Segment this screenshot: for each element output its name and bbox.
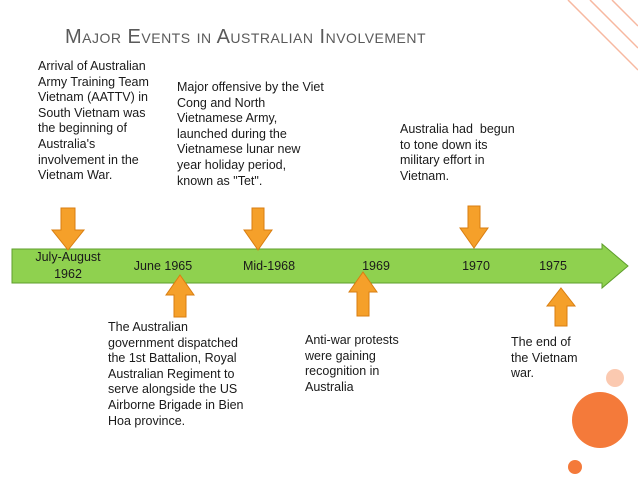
arrow-down-tone-down xyxy=(460,206,488,248)
note-line: launched during the xyxy=(177,126,287,141)
timeline-date-1970: 1970 xyxy=(462,259,490,273)
event-note-aattv xyxy=(38,59,178,184)
note-line: Vietnamese Army, xyxy=(177,111,278,126)
note-line: Australian Regiment to xyxy=(108,366,235,381)
note-line: Hoa province. xyxy=(108,413,186,428)
note-line: Vietnam (AATTV) in xyxy=(38,90,148,105)
note-line: were gaining xyxy=(305,348,376,363)
timeline-date-1965: June 1965 xyxy=(133,259,193,273)
note-line: Australia had begun xyxy=(400,122,515,136)
arrow-down-aattv xyxy=(52,208,84,250)
timeline-date-1975: 1975 xyxy=(539,259,567,273)
arrow-up-end xyxy=(547,288,575,326)
timeline-date-1968: Mid-1968 xyxy=(242,259,296,273)
note-line: The end of xyxy=(511,335,571,349)
note-line: Arrival of Australian xyxy=(38,59,146,73)
note-line: Australia xyxy=(305,379,354,394)
arrow-down-tet xyxy=(244,208,272,250)
note-line: year holiday period, xyxy=(177,157,287,172)
event-note-tone-down xyxy=(400,122,550,184)
note-line: known as "Tet". xyxy=(177,173,263,188)
note-line: Vietnam War. xyxy=(38,168,113,183)
timeline-date-1969: 1969 xyxy=(362,259,390,273)
page-title: Major Events in Australian Involvement xyxy=(65,26,427,48)
note-line: military effort in xyxy=(400,153,485,168)
note-line: government dispatched xyxy=(108,335,238,350)
note-line: Airborne Brigade in Bien xyxy=(108,397,244,412)
note-line: Army Training Team xyxy=(38,74,149,89)
date-line: July-August xyxy=(35,250,101,264)
note-line: Australia's xyxy=(38,136,96,151)
timeline-date-1962 xyxy=(22,249,114,283)
note-line: South Vietnam was xyxy=(38,105,146,120)
note-line: The Australian xyxy=(108,320,188,334)
decor-circle-light xyxy=(606,369,624,387)
note-line: the beginning of xyxy=(38,121,127,136)
event-note-battalion xyxy=(108,320,268,429)
note-line: Vietnamese lunar new xyxy=(177,142,301,157)
note-line: Cong and North xyxy=(177,95,266,110)
note-line: recognition in xyxy=(305,364,380,379)
note-line: serve alongside the US xyxy=(108,382,238,397)
date-line: 1962 xyxy=(54,267,82,281)
note-line: Anti-war protests xyxy=(305,333,399,347)
note-line: the Vietnam xyxy=(511,350,578,365)
event-note-tet xyxy=(177,80,357,189)
note-line: involvement in the xyxy=(38,152,139,167)
note-line: to tone down its xyxy=(400,137,488,152)
note-line: war. xyxy=(511,366,534,381)
note-line: the 1st Battalion, Royal xyxy=(108,351,237,366)
event-note-protests xyxy=(305,333,435,395)
note-line: Vietnam. xyxy=(400,168,450,183)
event-note-end xyxy=(511,335,601,382)
note-line: Major offensive by the Viet xyxy=(177,80,324,94)
decor-circle-large xyxy=(572,392,628,448)
decor-circle-small xyxy=(568,460,582,474)
